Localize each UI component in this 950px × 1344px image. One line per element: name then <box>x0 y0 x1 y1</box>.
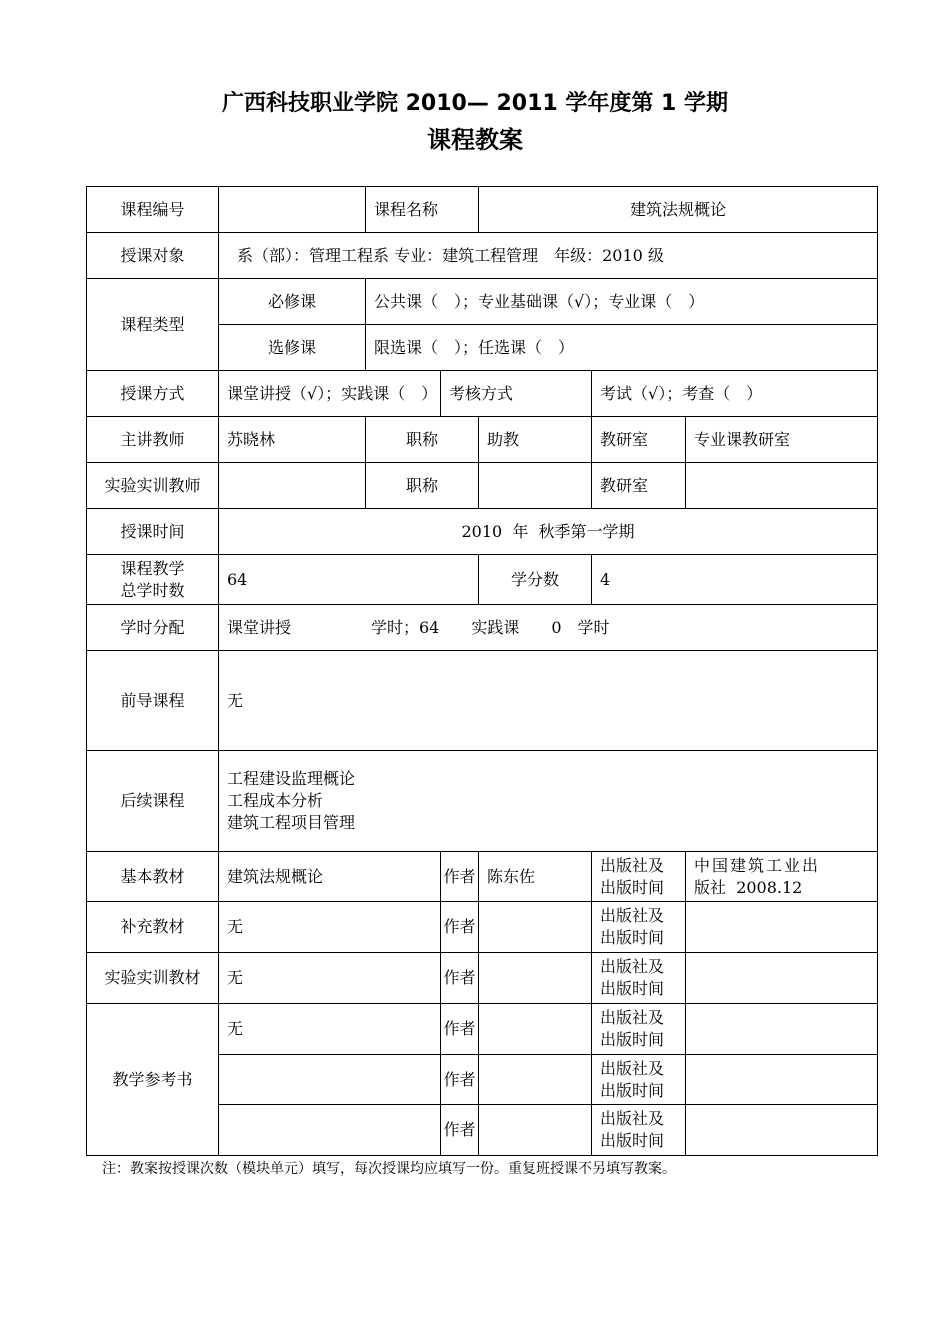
hours-split-label: 学时分配 <box>87 605 219 651</box>
reference-publisher-label-1 <box>592 1004 686 1055</box>
reference-author-label-2: 作者 <box>441 1055 479 1105</box>
textbook-publisher-line1: 中国建筑工业出 <box>694 855 821 875</box>
audience-value: 系（部）：管理工程系 专业：建筑工程管理 年级：2010 级 <box>219 233 878 279</box>
reference-publisher-value-3 <box>686 1105 878 1156</box>
prereq-label: 前导课程 <box>87 651 219 751</box>
lecturer-office-label: 教研室 <box>592 417 686 463</box>
reference-label: 教学参考书 <box>87 1004 219 1156</box>
reference-publisher-label-3 <box>592 1105 686 1156</box>
textbook-value: 建筑法规概论 <box>219 852 441 902</box>
lab-teacher-office-value <box>686 463 878 509</box>
publisher-label-line1: 出版社及 <box>600 1008 665 1027</box>
total-hours-value: 64 <box>219 555 479 605</box>
lecturer-label: 主讲教师 <box>87 417 219 463</box>
reference-publisher-value-2 <box>686 1055 878 1105</box>
time-label: 授课时间 <box>87 509 219 555</box>
followup-label: 后续课程 <box>87 751 219 852</box>
reference-value-3 <box>219 1105 441 1156</box>
publisher-label-line2: 出版时间 <box>600 1080 665 1100</box>
lab-teacher-title-value <box>479 463 592 509</box>
followup-item: 工程成本分析 <box>227 791 324 810</box>
assessment-label: 考核方式 <box>441 371 592 417</box>
prereq-value: 无 <box>219 651 878 751</box>
course-name-value: 建筑法规概论 <box>479 187 878 233</box>
reference-author-label-1: 作者 <box>441 1004 479 1055</box>
supplement-label: 补充教材 <box>87 902 219 953</box>
publisher-label-line2: 出版时间 <box>600 928 665 947</box>
lecturer-title-label: 职称 <box>366 417 479 463</box>
total-hours-label-line2: 总学时数 <box>120 580 185 600</box>
lab-material-author-label: 作者 <box>441 953 479 1004</box>
course-type-label: 课程类型 <box>87 279 219 371</box>
supplement-author-value <box>479 902 592 953</box>
course-code-value <box>219 187 366 233</box>
course-plan-form <box>86 186 878 1156</box>
textbook-publisher-line2: 版社 2008.12 <box>694 877 803 897</box>
reference-author-value-3 <box>479 1105 592 1156</box>
credits-label: 学分数 <box>479 555 592 605</box>
publisher-label-line1: 出版社及 <box>600 957 665 976</box>
publisher-label-line2: 出版时间 <box>600 1131 665 1150</box>
publisher-label-line1: 出版社及 <box>600 1058 665 1078</box>
textbook-publisher-value <box>686 852 878 902</box>
publisher-label-line1: 出版社及 <box>600 906 665 925</box>
document-subtitle: 课程教案 <box>427 126 523 154</box>
reference-value-1: 无 <box>219 1004 441 1055</box>
supplement-value: 无 <box>219 902 441 953</box>
supplement-publisher-value <box>686 902 878 953</box>
publisher-label-line1: 出版社及 <box>600 1109 665 1128</box>
reference-author-value-1 <box>479 1004 592 1055</box>
total-hours-label-line1: 课程教学 <box>120 558 185 578</box>
reference-publisher-label-2 <box>592 1055 686 1105</box>
elective-value: 限选课（ ）；任选课（ ） <box>366 325 878 371</box>
supplement-author-label: 作者 <box>441 902 479 953</box>
elective-label: 选修课 <box>219 325 366 371</box>
textbook-author-label: 作者 <box>441 852 479 902</box>
textbook-publisher-label <box>592 852 686 902</box>
reference-author-value-2 <box>479 1055 592 1105</box>
publisher-label-line2: 出版时间 <box>600 877 665 897</box>
time-value: 2010 年 秋季第一学期 <box>219 509 878 555</box>
teaching-mode-value: 课堂讲授（√）；实践课（ ） <box>219 371 441 417</box>
document-title: 广西科技职业学院 2010— 2011 学年度第 1 学期 <box>221 91 729 116</box>
lab-material-publisher-label <box>592 953 686 1004</box>
teaching-mode-label: 授课方式 <box>87 371 219 417</box>
lab-material-author-value <box>479 953 592 1004</box>
reference-publisher-value-1 <box>686 1004 878 1055</box>
textbook-author-value: 陈东佐 <box>479 852 592 902</box>
lecturer-title-value: 助教 <box>479 417 592 463</box>
lab-teacher-title-label: 职称 <box>366 463 479 509</box>
reference-author-label-3: 作者 <box>441 1105 479 1156</box>
followup-item: 建筑工程项目管理 <box>227 813 356 832</box>
publisher-label-line1: 出版社及 <box>600 855 665 875</box>
course-code-label: 课程编号 <box>87 187 219 233</box>
required-label: 必修课 <box>219 279 366 325</box>
lab-material-value: 无 <box>219 953 441 1004</box>
lab-teacher-value <box>219 463 366 509</box>
lecturer-value: 苏晓林 <box>219 417 366 463</box>
lecturer-office-value: 专业课教研室 <box>686 417 878 463</box>
followup-item: 工程建设监理概论 <box>227 769 356 788</box>
credits-value: 4 <box>592 555 878 605</box>
course-name-label: 课程名称 <box>366 187 479 233</box>
footer-note: 注：教案按授课次数（模块单元）填写，每次授课均应填写一份。重复班授课不另填写教案。 <box>102 1161 676 1177</box>
supplement-publisher-label <box>592 902 686 953</box>
publisher-label-line2: 出版时间 <box>600 979 665 998</box>
required-value: 公共课（ ）；专业基础课（√）；专业课（ ） <box>366 279 878 325</box>
lab-material-label: 实验实训教材 <box>87 953 219 1004</box>
lab-teacher-office-label: 教研室 <box>592 463 686 509</box>
publisher-label-line2: 出版时间 <box>600 1030 665 1049</box>
lab-material-publisher-value <box>686 953 878 1004</box>
textbook-label: 基本教材 <box>87 852 219 902</box>
reference-value-2 <box>219 1055 441 1105</box>
assessment-value: 考试（√）；考查（ ） <box>592 371 878 417</box>
audience-label: 授课对象 <box>87 233 219 279</box>
hours-split-value: 课堂讲授 学时；64 实践课 0 学时 <box>219 605 878 651</box>
total-hours-label <box>87 555 219 605</box>
lab-teacher-label: 实验实训教师 <box>87 463 219 509</box>
followup-list <box>219 751 878 852</box>
